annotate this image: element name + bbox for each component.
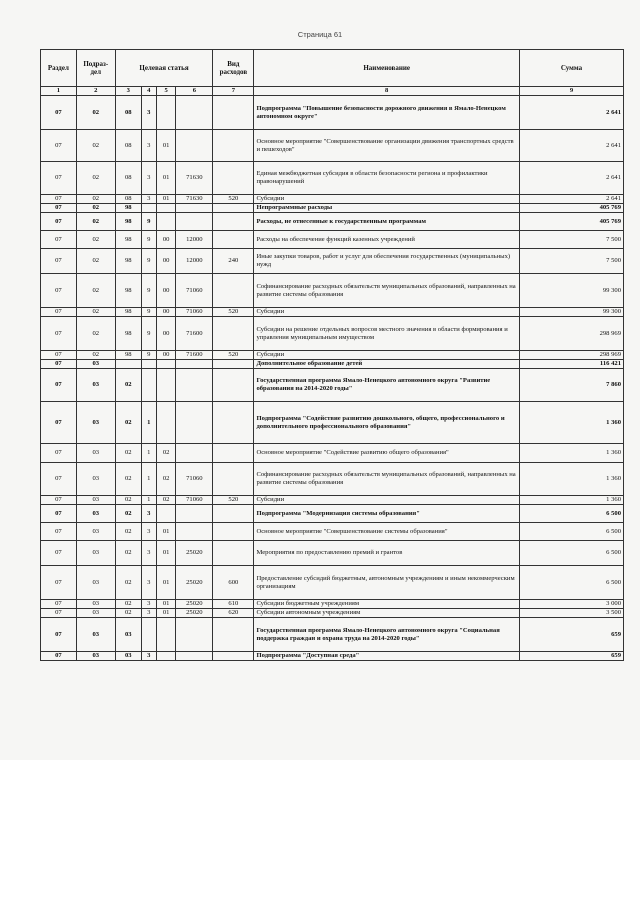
code-cell-7: 620 bbox=[213, 609, 254, 618]
column-number: 4 bbox=[141, 87, 156, 96]
table-row bbox=[41, 402, 624, 444]
code-cell-2: 02 bbox=[76, 351, 115, 360]
column-number: 2 bbox=[76, 87, 115, 96]
code-cell-7: 520 bbox=[213, 308, 254, 317]
code-cell-4: 9 bbox=[141, 231, 156, 249]
name-cell: Подпрограмма "Содействие развитию дошкольного, общего, профессионального и дополнительного профессионального образования" bbox=[254, 402, 519, 444]
table-row bbox=[41, 249, 624, 274]
code-cell-7 bbox=[213, 130, 254, 162]
header-expense-type: Вид расходов bbox=[213, 50, 254, 87]
code-cell-5: 00 bbox=[156, 317, 176, 351]
code-cell-4 bbox=[141, 618, 156, 652]
code-cell-3: 98 bbox=[115, 351, 141, 360]
code-cell-2: 02 bbox=[76, 162, 115, 195]
code-cell-3: 08 bbox=[115, 130, 141, 162]
code-cell-7: 520 bbox=[213, 496, 254, 505]
sum-cell: 1 360 bbox=[519, 444, 623, 463]
sum-cell: 6 500 bbox=[519, 505, 623, 523]
code-cell-5: 02 bbox=[156, 444, 176, 463]
table-row bbox=[41, 618, 624, 652]
code-cell-4 bbox=[141, 360, 156, 369]
sum-cell: 7 500 bbox=[519, 231, 623, 249]
name-cell: Субсидии bbox=[254, 195, 519, 204]
sum-cell: 3 500 bbox=[519, 609, 623, 618]
code-cell-4: 3 bbox=[141, 96, 156, 130]
code-cell-5: 00 bbox=[156, 274, 176, 308]
name-cell: Иные закупки товаров, работ и услуг для обеспечения государственных (муниципальных) нужд bbox=[254, 249, 519, 274]
code-cell-3: 02 bbox=[115, 566, 141, 600]
code-cell-1: 07 bbox=[41, 204, 77, 213]
code-cell-5: 00 bbox=[156, 231, 176, 249]
code-cell-2: 03 bbox=[76, 496, 115, 505]
code-cell-3: 98 bbox=[115, 213, 141, 231]
code-cell-6 bbox=[176, 505, 213, 523]
code-cell-1: 07 bbox=[41, 566, 77, 600]
column-number: 5 bbox=[156, 87, 176, 96]
code-cell-4: 9 bbox=[141, 213, 156, 231]
code-cell-5 bbox=[156, 652, 176, 661]
code-cell-7: 520 bbox=[213, 195, 254, 204]
code-cell-1: 07 bbox=[41, 96, 77, 130]
name-cell: Субсидии bbox=[254, 496, 519, 505]
code-cell-5: 01 bbox=[156, 162, 176, 195]
code-cell-4: 3 bbox=[141, 505, 156, 523]
code-cell-1: 07 bbox=[41, 402, 77, 444]
code-cell-2: 02 bbox=[76, 274, 115, 308]
code-cell-5: 01 bbox=[156, 609, 176, 618]
code-cell-1: 07 bbox=[41, 130, 77, 162]
code-cell-4: 3 bbox=[141, 162, 156, 195]
code-cell-5: 01 bbox=[156, 541, 176, 566]
table-row bbox=[41, 600, 624, 609]
code-cell-6 bbox=[176, 130, 213, 162]
code-cell-6: 71060 bbox=[176, 463, 213, 496]
code-cell-6: 25020 bbox=[176, 566, 213, 600]
code-cell-4: 9 bbox=[141, 274, 156, 308]
sum-cell: 2 641 bbox=[519, 130, 623, 162]
code-cell-2: 02 bbox=[76, 195, 115, 204]
budget-table bbox=[40, 49, 624, 661]
sum-cell: 99 300 bbox=[519, 274, 623, 308]
sum-cell: 7 500 bbox=[519, 249, 623, 274]
code-cell-3: 02 bbox=[115, 541, 141, 566]
name-cell: Субсидии на решение отдельных вопросов местного значения в области формирования и управления муниципальным имуществом bbox=[254, 317, 519, 351]
sum-cell: 2 641 bbox=[519, 162, 623, 195]
code-cell-7 bbox=[213, 274, 254, 308]
table-row bbox=[41, 213, 624, 231]
table-row bbox=[41, 369, 624, 402]
code-cell-7 bbox=[213, 317, 254, 351]
header-target-article: Целевая статья bbox=[115, 50, 213, 87]
code-cell-4: 3 bbox=[141, 130, 156, 162]
code-cell-1: 07 bbox=[41, 463, 77, 496]
code-cell-3: 02 bbox=[115, 496, 141, 505]
code-cell-3: 03 bbox=[115, 652, 141, 661]
name-cell: Подпрограмма "Модернизация системы образования" bbox=[254, 505, 519, 523]
code-cell-3: 08 bbox=[115, 96, 141, 130]
code-cell-1: 07 bbox=[41, 308, 77, 317]
code-cell-7 bbox=[213, 618, 254, 652]
code-cell-1: 07 bbox=[41, 162, 77, 195]
code-cell-2: 02 bbox=[76, 96, 115, 130]
code-cell-2: 02 bbox=[76, 317, 115, 351]
name-cell: Дополнительное образование детей bbox=[254, 360, 519, 369]
name-cell: Субсидии автономным учреждениям bbox=[254, 609, 519, 618]
table-row bbox=[41, 523, 624, 541]
code-cell-4 bbox=[141, 204, 156, 213]
code-cell-3: 02 bbox=[115, 402, 141, 444]
code-cell-6 bbox=[176, 523, 213, 541]
name-cell: Субсидии бюджетным учреждениям bbox=[254, 600, 519, 609]
code-cell-1: 07 bbox=[41, 609, 77, 618]
sum-cell: 405 769 bbox=[519, 204, 623, 213]
code-cell-7: 600 bbox=[213, 566, 254, 600]
code-cell-3: 02 bbox=[115, 600, 141, 609]
name-cell: Мероприятия по предоставлению премий и грантов bbox=[254, 541, 519, 566]
code-cell-5: 02 bbox=[156, 463, 176, 496]
code-cell-7 bbox=[213, 360, 254, 369]
code-cell-2: 03 bbox=[76, 444, 115, 463]
code-cell-4 bbox=[141, 369, 156, 402]
code-cell-6 bbox=[176, 652, 213, 661]
sum-cell: 99 300 bbox=[519, 308, 623, 317]
sum-cell: 1 360 bbox=[519, 463, 623, 496]
code-cell-1: 07 bbox=[41, 195, 77, 204]
table-row bbox=[41, 274, 624, 308]
code-cell-5: 01 bbox=[156, 130, 176, 162]
name-cell: Расходы на обеспечение функций казенных учреждений bbox=[254, 231, 519, 249]
table-row bbox=[41, 96, 624, 130]
code-cell-3: 08 bbox=[115, 195, 141, 204]
code-cell-3: 02 bbox=[115, 463, 141, 496]
sum-cell: 659 bbox=[519, 618, 623, 652]
sum-cell: 3 000 bbox=[519, 600, 623, 609]
code-cell-7 bbox=[213, 204, 254, 213]
code-cell-3: 02 bbox=[115, 505, 141, 523]
code-cell-5 bbox=[156, 369, 176, 402]
code-cell-6: 71630 bbox=[176, 195, 213, 204]
code-cell-6 bbox=[176, 360, 213, 369]
code-cell-4: 9 bbox=[141, 317, 156, 351]
table-row bbox=[41, 231, 624, 249]
code-cell-2: 02 bbox=[76, 213, 115, 231]
code-cell-2: 02 bbox=[76, 308, 115, 317]
name-cell: Подпрограмма "Повышение безопасности дорожного движения в Ямало-Ненецком автономном округе" bbox=[254, 96, 519, 130]
code-cell-4: 3 bbox=[141, 566, 156, 600]
code-cell-1: 07 bbox=[41, 213, 77, 231]
code-cell-5: 01 bbox=[156, 600, 176, 609]
code-cell-1: 07 bbox=[41, 249, 77, 274]
code-cell-2: 03 bbox=[76, 600, 115, 609]
code-cell-3: 98 bbox=[115, 249, 141, 274]
code-cell-7: 520 bbox=[213, 351, 254, 360]
table-row bbox=[41, 496, 624, 505]
name-cell: Подпрограмма "Доступная среда" bbox=[254, 652, 519, 661]
column-number-row bbox=[41, 87, 624, 96]
code-cell-4: 9 bbox=[141, 308, 156, 317]
table-row bbox=[41, 308, 624, 317]
code-cell-3 bbox=[115, 360, 141, 369]
code-cell-4: 1 bbox=[141, 463, 156, 496]
code-cell-2: 02 bbox=[76, 249, 115, 274]
code-cell-6: 71060 bbox=[176, 496, 213, 505]
code-cell-1: 07 bbox=[41, 351, 77, 360]
name-cell: Единая межбюджетная субсидия в области безопасности региона и профилактики правонарушений bbox=[254, 162, 519, 195]
sum-cell: 1 360 bbox=[519, 496, 623, 505]
code-cell-2: 03 bbox=[76, 463, 115, 496]
sum-cell: 6 500 bbox=[519, 541, 623, 566]
code-cell-2: 02 bbox=[76, 231, 115, 249]
name-cell: Субсидии bbox=[254, 351, 519, 360]
sum-cell: 298 969 bbox=[519, 351, 623, 360]
column-number: 8 bbox=[254, 87, 519, 96]
code-cell-5 bbox=[156, 213, 176, 231]
code-cell-4: 9 bbox=[141, 249, 156, 274]
code-cell-4: 3 bbox=[141, 195, 156, 204]
table-body bbox=[41, 96, 624, 661]
code-cell-7 bbox=[213, 463, 254, 496]
code-cell-2: 03 bbox=[76, 566, 115, 600]
code-cell-2: 03 bbox=[76, 652, 115, 661]
code-cell-1: 07 bbox=[41, 496, 77, 505]
sum-cell: 659 bbox=[519, 652, 623, 661]
code-cell-3: 03 bbox=[115, 618, 141, 652]
code-cell-3: 98 bbox=[115, 204, 141, 213]
code-cell-6: 25020 bbox=[176, 600, 213, 609]
code-cell-3: 98 bbox=[115, 317, 141, 351]
code-cell-6 bbox=[176, 369, 213, 402]
code-cell-4: 9 bbox=[141, 351, 156, 360]
code-cell-3: 02 bbox=[115, 609, 141, 618]
column-number: 7 bbox=[213, 87, 254, 96]
header-podrazdel: Подраз-дел bbox=[76, 50, 115, 87]
sum-cell: 298 969 bbox=[519, 317, 623, 351]
code-cell-5: 01 bbox=[156, 523, 176, 541]
code-cell-7: 240 bbox=[213, 249, 254, 274]
code-cell-5 bbox=[156, 618, 176, 652]
table-row bbox=[41, 463, 624, 496]
code-cell-6 bbox=[176, 444, 213, 463]
code-cell-5: 01 bbox=[156, 566, 176, 600]
code-cell-4: 1 bbox=[141, 496, 156, 505]
code-cell-3: 02 bbox=[115, 369, 141, 402]
code-cell-1: 07 bbox=[41, 652, 77, 661]
code-cell-1: 07 bbox=[41, 505, 77, 523]
name-cell: Субсидии bbox=[254, 308, 519, 317]
table-row bbox=[41, 541, 624, 566]
code-cell-3: 98 bbox=[115, 308, 141, 317]
sum-cell: 7 860 bbox=[519, 369, 623, 402]
code-cell-1: 07 bbox=[41, 317, 77, 351]
table-row bbox=[41, 609, 624, 618]
code-cell-5 bbox=[156, 96, 176, 130]
code-cell-2: 03 bbox=[76, 360, 115, 369]
code-cell-5 bbox=[156, 360, 176, 369]
name-cell: Основное мероприятие "Содействие развитию общего образования" bbox=[254, 444, 519, 463]
table-row bbox=[41, 130, 624, 162]
name-cell: Основное мероприятие "Совершенствование организации движения транспортных средств и пешеходов" bbox=[254, 130, 519, 162]
code-cell-2: 03 bbox=[76, 402, 115, 444]
column-number: 3 bbox=[115, 87, 141, 96]
name-cell: Предоставление субсидий бюджетным, автономным учреждениям и иным некоммерческим организациям bbox=[254, 566, 519, 600]
name-cell: Основное мероприятие "Совершенствование системы образования" bbox=[254, 523, 519, 541]
name-cell: Софинансирование расходных обязательств муниципальных образований, направленных на развитие системы образования bbox=[254, 463, 519, 496]
code-cell-6: 71600 bbox=[176, 317, 213, 351]
sum-cell: 405 769 bbox=[519, 213, 623, 231]
table-row bbox=[41, 566, 624, 600]
code-cell-7 bbox=[213, 523, 254, 541]
column-number: 9 bbox=[519, 87, 623, 96]
code-cell-7 bbox=[213, 505, 254, 523]
code-cell-1: 07 bbox=[41, 541, 77, 566]
code-cell-6: 25020 bbox=[176, 541, 213, 566]
code-cell-5: 01 bbox=[156, 195, 176, 204]
code-cell-6: 12000 bbox=[176, 249, 213, 274]
sum-cell: 6 500 bbox=[519, 523, 623, 541]
code-cell-4: 1 bbox=[141, 402, 156, 444]
code-cell-6 bbox=[176, 402, 213, 444]
code-cell-6: 71060 bbox=[176, 308, 213, 317]
code-cell-5: 00 bbox=[156, 308, 176, 317]
code-cell-5: 00 bbox=[156, 249, 176, 274]
code-cell-2: 02 bbox=[76, 204, 115, 213]
table-row bbox=[41, 505, 624, 523]
code-cell-7 bbox=[213, 444, 254, 463]
table-row bbox=[41, 444, 624, 463]
code-cell-1: 07 bbox=[41, 360, 77, 369]
table-row bbox=[41, 204, 624, 213]
code-cell-2: 02 bbox=[76, 130, 115, 162]
code-cell-7 bbox=[213, 541, 254, 566]
code-cell-4: 1 bbox=[141, 444, 156, 463]
code-cell-5 bbox=[156, 402, 176, 444]
code-cell-6: 71630 bbox=[176, 162, 213, 195]
code-cell-4: 3 bbox=[141, 541, 156, 566]
name-cell: Непрограммные расходы bbox=[254, 204, 519, 213]
sum-cell: 2 641 bbox=[519, 195, 623, 204]
code-cell-2: 03 bbox=[76, 505, 115, 523]
code-cell-6 bbox=[176, 204, 213, 213]
code-cell-1: 07 bbox=[41, 523, 77, 541]
header-sum: Сумма bbox=[519, 50, 623, 87]
table-row bbox=[41, 162, 624, 195]
code-cell-7 bbox=[213, 162, 254, 195]
name-cell: Государственная программа Ямало-Ненецкого автономного округа "Развитие образования на 2014-2020 годы" bbox=[254, 369, 519, 402]
code-cell-7 bbox=[213, 231, 254, 249]
code-cell-7 bbox=[213, 369, 254, 402]
code-cell-5: 02 bbox=[156, 496, 176, 505]
code-cell-2: 03 bbox=[76, 523, 115, 541]
code-cell-3: 02 bbox=[115, 523, 141, 541]
code-cell-3: 08 bbox=[115, 162, 141, 195]
code-cell-4: 3 bbox=[141, 600, 156, 609]
name-cell: Расходы, не отнесенные к государственным программам bbox=[254, 213, 519, 231]
header-name: Наименование bbox=[254, 50, 519, 87]
code-cell-6: 12000 bbox=[176, 231, 213, 249]
code-cell-4: 3 bbox=[141, 609, 156, 618]
code-cell-6: 25020 bbox=[176, 609, 213, 618]
code-cell-6: 71600 bbox=[176, 351, 213, 360]
code-cell-7 bbox=[213, 96, 254, 130]
code-cell-6 bbox=[176, 213, 213, 231]
code-cell-5 bbox=[156, 204, 176, 213]
code-cell-1: 07 bbox=[41, 618, 77, 652]
code-cell-7 bbox=[213, 402, 254, 444]
code-cell-7: 610 bbox=[213, 600, 254, 609]
sum-cell: 1 360 bbox=[519, 402, 623, 444]
code-cell-4: 3 bbox=[141, 523, 156, 541]
table-row bbox=[41, 652, 624, 661]
code-cell-6 bbox=[176, 618, 213, 652]
code-cell-2: 03 bbox=[76, 369, 115, 402]
code-cell-2: 03 bbox=[76, 609, 115, 618]
code-cell-4: 3 bbox=[141, 652, 156, 661]
code-cell-1: 07 bbox=[41, 600, 77, 609]
column-number: 6 bbox=[176, 87, 213, 96]
page-label: Страница 61 bbox=[297, 30, 343, 39]
sum-cell: 6 500 bbox=[519, 566, 623, 600]
header-razdel: Раздел bbox=[41, 50, 77, 87]
code-cell-1: 07 bbox=[41, 444, 77, 463]
code-cell-6 bbox=[176, 96, 213, 130]
code-cell-3: 98 bbox=[115, 274, 141, 308]
table-row bbox=[41, 351, 624, 360]
sum-cell: 2 641 bbox=[519, 96, 623, 130]
code-cell-1: 07 bbox=[41, 369, 77, 402]
code-cell-2: 03 bbox=[76, 618, 115, 652]
code-cell-3: 98 bbox=[115, 231, 141, 249]
table-row bbox=[41, 360, 624, 369]
code-cell-1: 07 bbox=[41, 274, 77, 308]
table-row bbox=[41, 317, 624, 351]
name-cell: Государственная программа Ямало-Ненецкого автономного округа "Социальная поддержка граждан и охрана труда на 2014-2020 годы" bbox=[254, 618, 519, 652]
code-cell-3: 02 bbox=[115, 444, 141, 463]
code-cell-7 bbox=[213, 652, 254, 661]
code-cell-2: 03 bbox=[76, 541, 115, 566]
sum-cell: 116 421 bbox=[519, 360, 623, 369]
name-cell: Софинансирование расходных обязательств муниципальных образований, направленных на развитие системы образования bbox=[254, 274, 519, 308]
column-number: 1 bbox=[41, 87, 77, 96]
table-row bbox=[41, 195, 624, 204]
code-cell-5 bbox=[156, 505, 176, 523]
code-cell-5: 00 bbox=[156, 351, 176, 360]
code-cell-6: 71060 bbox=[176, 274, 213, 308]
code-cell-7 bbox=[213, 213, 254, 231]
code-cell-1: 07 bbox=[41, 231, 77, 249]
